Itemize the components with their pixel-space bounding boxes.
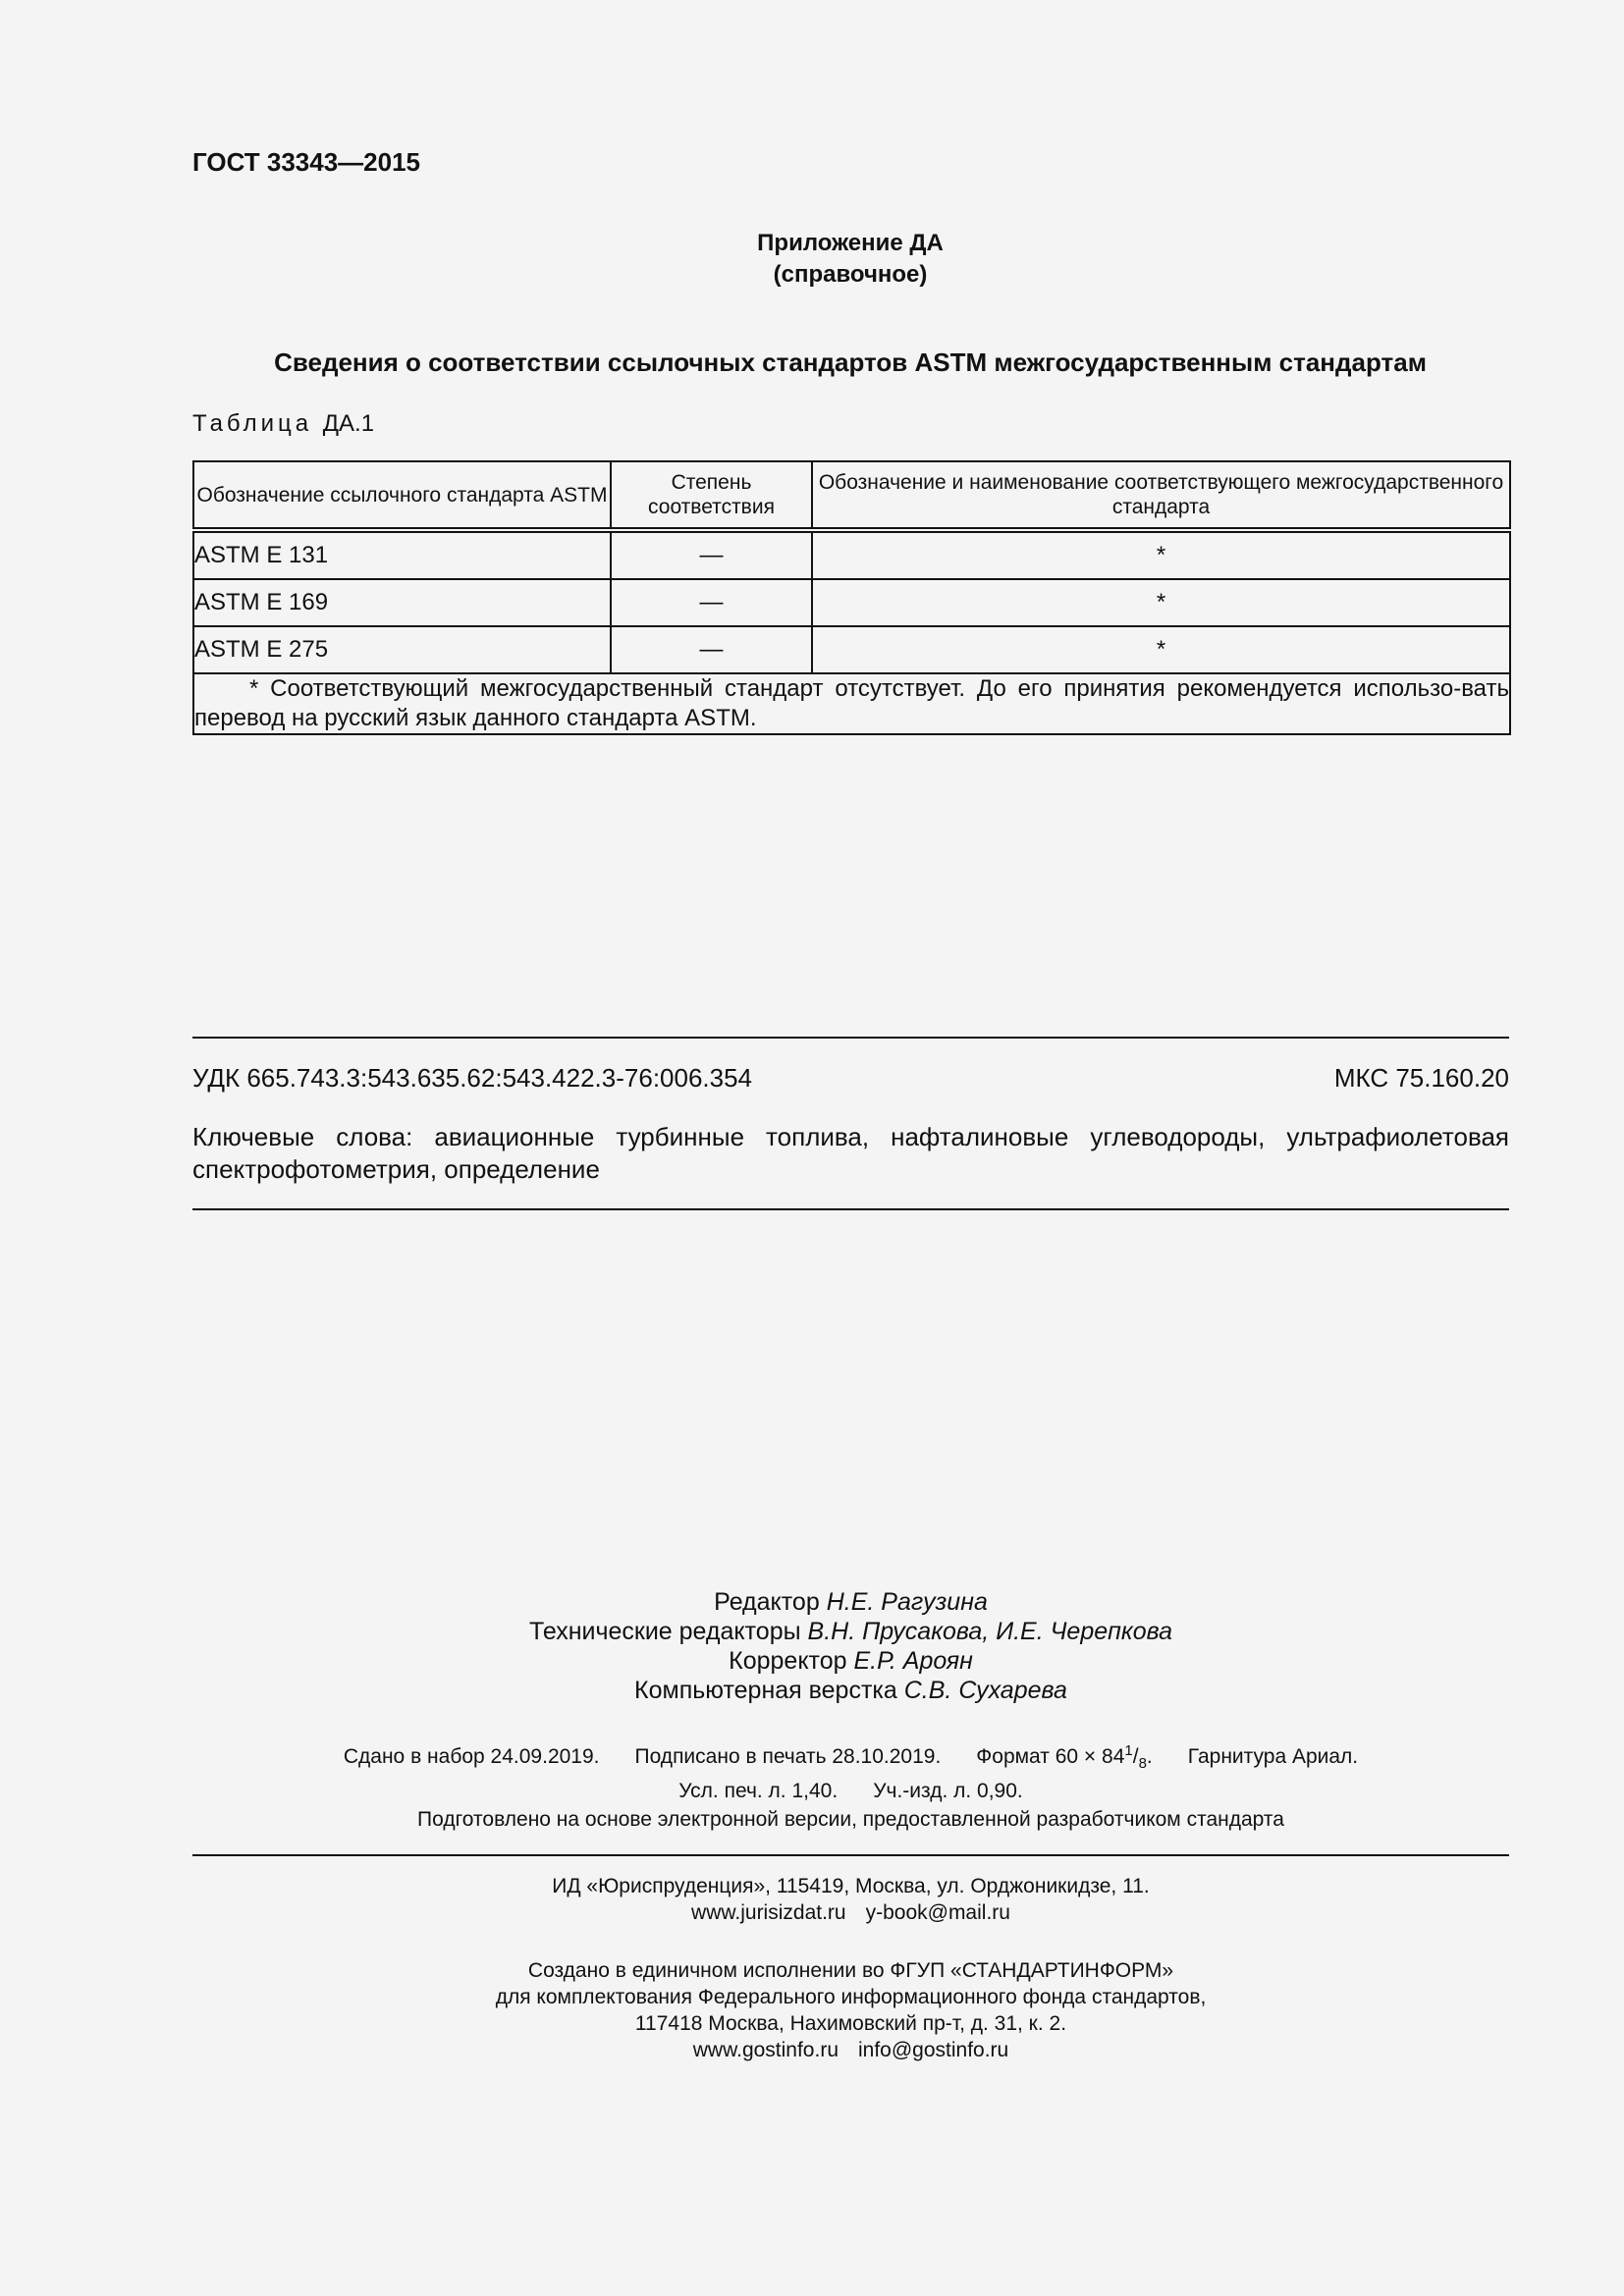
table-label-word: Таблица [192,410,313,437]
printed-sheets: Усл. печ. л. 1,40. [678,1780,839,1803]
corrector-name: Е.Р. Ароян [853,1647,973,1675]
table-row [193,530,1510,579]
created-contacts [192,2037,1509,2063]
mks-code: МКС 75.160.20 [1333,1063,1509,1093]
publisher-contacts [192,1899,1509,1926]
table-row [193,579,1510,626]
appendix-subtitle: (справочное) [773,261,928,288]
editor-label: Редактор [714,1588,820,1616]
table-label-number: ДА.1 [322,410,375,437]
print-info-line1 [192,1737,1509,1778]
typeface: Гарнитура Ариал. [1187,1745,1359,1768]
document-code: ГОСТ 33343—2015 [192,147,420,177]
table-note-row [193,673,1510,734]
prepared-note: Подготовлено на основе электронной версии, предоставленной разработчиком стандарта [417,1808,1284,1831]
section-heading: Сведения о соответствии ссылочных стандартов ASTM межгосударственным стандартам [274,347,1427,377]
header-interstate-standard: Обозначение и наименование соответствующего межгосударственного стандарта [812,461,1510,530]
print-info [192,1737,1509,1805]
header-degree: Степень соответствия [611,461,812,530]
table-label [192,410,374,438]
editor-name: Н.Е. Рагузина [826,1588,988,1616]
tech-editors-names: В.Н. Прусакова, И.Е. Черепкова [807,1618,1173,1645]
divider-bottom [192,1208,1509,1210]
cell-name: * [812,626,1510,673]
tech-editors-label: Технические редакторы [528,1618,801,1645]
corrector-label: Корректор [729,1647,847,1675]
signed-date: Подписано в печать 28.10.2019. [634,1745,942,1768]
tech-editors-line [192,1617,1509,1646]
keywords: Ключевые слова: авиационные турбинные топлива, нафталиновые углеводороды, ультрафиолетовая спектрофотометрия, определение [192,1122,1509,1184]
created-line2: для комплектования Федерального информационного фонда стандартов, [495,1986,1207,2008]
gostinfo-site-link[interactable]: www.gostinfo.ru [692,2039,839,2061]
publisher-site-link[interactable]: www.jurisizdat.ru [691,1901,846,1924]
credits-block [192,1587,1509,1705]
cell-ref: ASTM E 131 [193,530,611,579]
corrector-line [192,1646,1509,1676]
layout-name: С.В. Сухарева [903,1677,1067,1704]
udk-code: УДК 665.743.3:543.635.62:543.422.3-76:006.354 [192,1063,753,1093]
divider-publisher [192,1854,1509,1856]
appendix-title: Приложение ДА [757,230,944,256]
editor-line [192,1587,1509,1617]
table-header-row [193,461,1510,530]
publisher-address: ИД «Юриспруденция», 115419, Москва, ул. Орджоникидзе, 11. [552,1875,1150,1897]
paper-format: Формат $60 \times 84^1/_8$. [976,1742,1153,1773]
cell-ref: ASTM E 275 [193,626,611,673]
publisher-sheets: Уч.-изд. л. 0,90. [873,1780,1023,1803]
cell-name: * [812,530,1510,579]
publisher-email-link[interactable]: y-book@mail.ru [865,1901,1010,1924]
cell-degree: — [611,530,812,579]
layout-label: Компьютерная верстка [634,1677,897,1704]
appendix-block [192,228,1508,291]
table-row [193,626,1510,673]
layout-line [192,1676,1509,1705]
cell-name: * [812,579,1510,626]
publisher-block [192,1873,1509,1926]
gostinfo-email-link[interactable]: info@gostinfo.ru [858,2039,1009,2061]
print-info-line2 [192,1778,1509,1805]
created-line3: 117418 Москва, Нахимовский пр-т, д. 31, к. 2. [634,2012,1067,2035]
typeset-date: Сдано в набор 24.09.2019. [343,1745,600,1768]
created-line1: Создано в единичном исполнении во ФГУП «СТАНДАРТИНФОРМ» [527,1959,1174,1982]
cell-degree: — [611,579,812,626]
cell-degree: — [611,626,812,673]
divider-top [192,1037,1509,1039]
cell-ref: ASTM E 169 [193,579,611,626]
header-ref-standard: Обозначение ссылочного стандарта ASTM [193,461,611,530]
table-footnote: * Соответствующий межгосударственный стандарт отсутствует. До его принятия рекомендуется использо-вать перевод на русский язык данного стандарта ASTM. [193,673,1510,734]
created-block [192,1957,1509,2063]
standards-table [192,460,1511,735]
